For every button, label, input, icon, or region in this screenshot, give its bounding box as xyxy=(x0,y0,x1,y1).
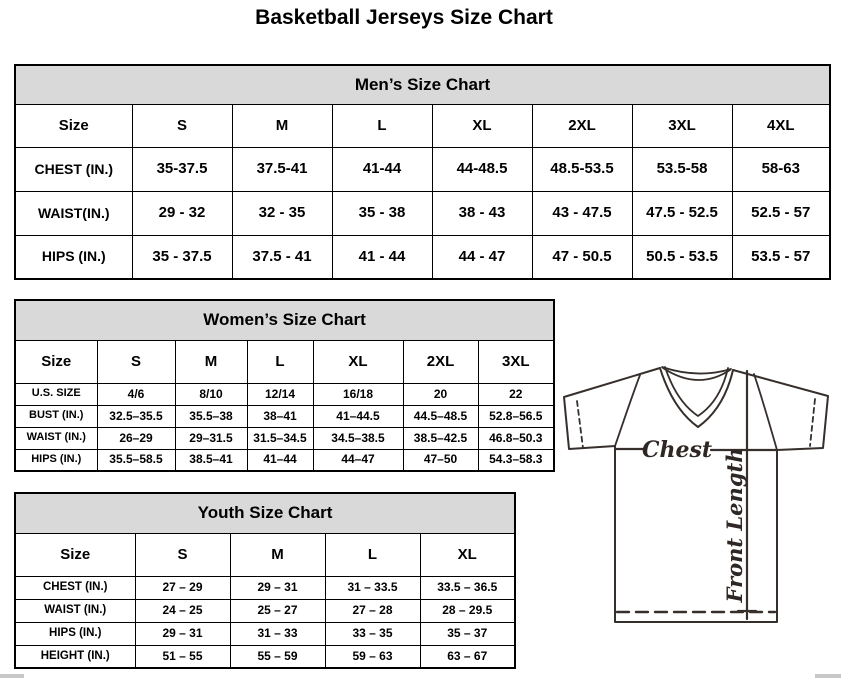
size-cell: 35.5–58.5 xyxy=(97,449,175,471)
size-cell: 37.5 - 41 xyxy=(232,235,332,279)
size-cell: 54.3–58.3 xyxy=(478,449,554,471)
column-header: 3XL xyxy=(478,340,554,383)
table-row xyxy=(15,235,830,279)
table-title-row xyxy=(15,300,554,340)
size-cell: 8/10 xyxy=(175,383,247,405)
column-header: Size xyxy=(15,340,97,383)
collar-outer xyxy=(660,368,733,427)
size-cell: 43 - 47.5 xyxy=(532,191,632,235)
size-cell: 63 – 67 xyxy=(420,645,515,668)
table-row xyxy=(15,405,554,427)
size-cell: 24 – 25 xyxy=(135,599,230,622)
size-cell: 35 - 37.5 xyxy=(132,235,232,279)
right-cuff-dash xyxy=(810,399,815,446)
size-cell: 20 xyxy=(403,383,478,405)
row-label: U.S. SIZE xyxy=(15,383,97,405)
size-cell: 35 – 37 xyxy=(420,622,515,645)
size-cell: 32 - 35 xyxy=(232,191,332,235)
row-label: BUST (IN.) xyxy=(15,405,97,427)
table-row xyxy=(15,622,515,645)
column-header: 3XL xyxy=(632,104,732,147)
row-label: HIPS (IN.) xyxy=(15,449,97,471)
chest-label: Chest xyxy=(641,437,713,463)
size-cell: 33 – 35 xyxy=(325,622,420,645)
size-cell: 29 – 31 xyxy=(135,622,230,645)
size-cell: 35 - 38 xyxy=(332,191,432,235)
table-row xyxy=(15,383,554,405)
table-title-row xyxy=(15,65,830,104)
size-cell: 22 xyxy=(478,383,554,405)
size-cell: 31 – 33 xyxy=(230,622,325,645)
column-header: 2XL xyxy=(403,340,478,383)
table-title: Women’s Size Chart xyxy=(15,300,554,340)
size-cell: 44-48.5 xyxy=(432,147,532,191)
bottom-left-handle xyxy=(0,674,24,678)
column-header: 4XL xyxy=(732,104,830,147)
size-cell: 34.5–38.5 xyxy=(313,427,403,449)
size-cell: 12/14 xyxy=(247,383,313,405)
table-row xyxy=(15,599,515,622)
size-cell: 4/6 xyxy=(97,383,175,405)
page-title: Basketball Jerseys Size Chart xyxy=(255,6,553,29)
column-header: M xyxy=(232,104,332,147)
row-label: HEIGHT (IN.) xyxy=(15,645,135,668)
size-cell: 52.8–56.5 xyxy=(478,405,554,427)
row-label: WAIST(IN.) xyxy=(15,191,132,235)
size-cell: 55 – 59 xyxy=(230,645,325,668)
size-cell: 52.5 - 57 xyxy=(732,191,830,235)
size-cell: 32.5–35.5 xyxy=(97,405,175,427)
table-row xyxy=(15,449,554,471)
mens-size-chart-table xyxy=(14,64,831,280)
womens-size-chart-table xyxy=(14,299,555,472)
column-header: S xyxy=(135,533,230,576)
column-header: Size xyxy=(15,104,132,147)
column-header: 2XL xyxy=(532,104,632,147)
size-cell: 47–50 xyxy=(403,449,478,471)
row-label: WAIST (IN.) xyxy=(15,599,135,622)
size-cell: 35-37.5 xyxy=(132,147,232,191)
table-title: Men’s Size Chart xyxy=(15,65,830,104)
youth-size-chart-table xyxy=(14,492,516,669)
table-row xyxy=(15,191,830,235)
column-header: L xyxy=(332,104,432,147)
column-header: L xyxy=(325,533,420,576)
size-cell: 38.5–42.5 xyxy=(403,427,478,449)
size-cell: 41-44 xyxy=(332,147,432,191)
size-cell: 44–47 xyxy=(313,449,403,471)
size-cell: 53.5-58 xyxy=(632,147,732,191)
row-label: CHEST (IN.) xyxy=(15,576,135,599)
column-header: XL xyxy=(313,340,403,383)
size-cell: 38 - 43 xyxy=(432,191,532,235)
column-header: M xyxy=(230,533,325,576)
size-cell: 59 – 63 xyxy=(325,645,420,668)
right-armhole-seam xyxy=(754,374,777,450)
column-header-row xyxy=(15,340,554,383)
size-cell: 48.5-53.5 xyxy=(532,147,632,191)
column-header-row xyxy=(15,104,830,147)
jersey-outline xyxy=(564,368,828,622)
bottom-right-handle xyxy=(815,674,841,678)
row-label: WAIST (IN.) xyxy=(15,427,97,449)
size-cell: 53.5 - 57 xyxy=(732,235,830,279)
column-header: Size xyxy=(15,533,135,576)
size-cell: 38.5–41 xyxy=(175,449,247,471)
column-header: L xyxy=(247,340,313,383)
size-cell: 35.5–38 xyxy=(175,405,247,427)
table-row xyxy=(15,576,515,599)
size-cell: 28 – 29.5 xyxy=(420,599,515,622)
size-cell: 16/18 xyxy=(313,383,403,405)
table-row xyxy=(15,147,830,191)
size-cell: 41–44.5 xyxy=(313,405,403,427)
size-cell: 44 - 47 xyxy=(432,235,532,279)
table-title: Youth Size Chart xyxy=(15,493,515,533)
row-label: HIPS (IN.) xyxy=(15,622,135,645)
size-cell: 37.5-41 xyxy=(232,147,332,191)
size-cell: 50.5 - 53.5 xyxy=(632,235,732,279)
front-length-label: Front Length xyxy=(722,447,747,603)
column-header: M xyxy=(175,340,247,383)
size-cell: 41 - 44 xyxy=(332,235,432,279)
table-row xyxy=(15,645,515,668)
size-cell: 33.5 – 36.5 xyxy=(420,576,515,599)
size-cell: 47.5 - 52.5 xyxy=(632,191,732,235)
size-cell: 29 – 31 xyxy=(230,576,325,599)
jersey-diagram xyxy=(552,358,842,638)
size-cell: 38–41 xyxy=(247,405,313,427)
row-label: HIPS (IN.) xyxy=(15,235,132,279)
column-header: S xyxy=(97,340,175,383)
size-cell: 25 – 27 xyxy=(230,599,325,622)
size-cell: 27 – 28 xyxy=(325,599,420,622)
column-header: XL xyxy=(420,533,515,576)
table-row xyxy=(15,427,554,449)
size-cell: 29 - 32 xyxy=(132,191,232,235)
size-cell: 58-63 xyxy=(732,147,830,191)
size-cell: 27 – 29 xyxy=(135,576,230,599)
column-header-row xyxy=(15,533,515,576)
left-armhole-seam xyxy=(615,375,640,446)
left-cuff-dash xyxy=(577,401,583,448)
size-cell: 47 - 50.5 xyxy=(532,235,632,279)
size-cell: 31 – 33.5 xyxy=(325,576,420,599)
row-label: CHEST (IN.) xyxy=(15,147,132,191)
table-title-row xyxy=(15,493,515,533)
size-cell: 41–44 xyxy=(247,449,313,471)
size-cell: 26–29 xyxy=(97,427,175,449)
size-cell: 51 – 55 xyxy=(135,645,230,668)
size-cell: 29–31.5 xyxy=(175,427,247,449)
size-cell: 31.5–34.5 xyxy=(247,427,313,449)
column-header: XL xyxy=(432,104,532,147)
column-header: S xyxy=(132,104,232,147)
size-cell: 46.8–50.3 xyxy=(478,427,554,449)
size-cell: 44.5–48.5 xyxy=(403,405,478,427)
